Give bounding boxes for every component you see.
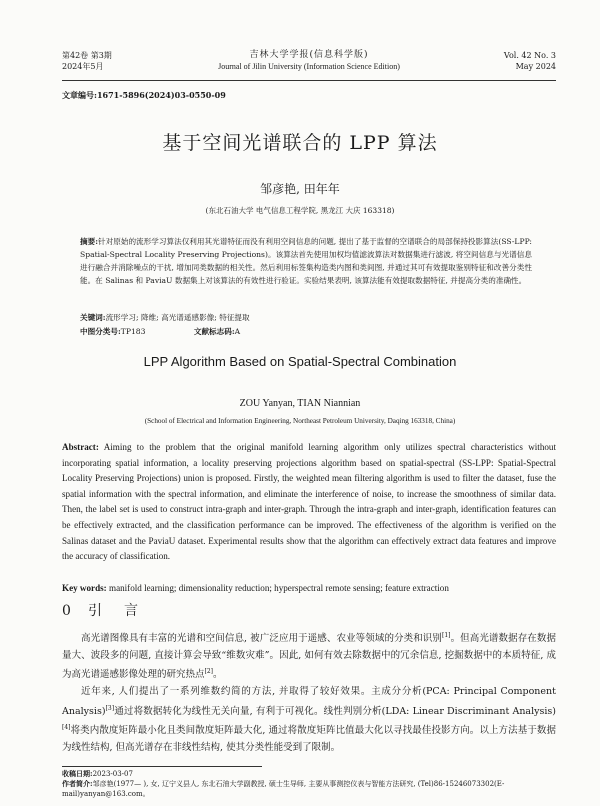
header-rule [62, 80, 556, 81]
clc-label: 中图分类号: [80, 327, 121, 336]
issue-date: 2024年5月 [62, 62, 104, 71]
element-3: 。 [213, 669, 223, 681]
clc-value: TP183 [120, 327, 146, 336]
intro-paragraph-1 [62, 628, 556, 684]
clc-number [80, 327, 145, 336]
abstract-en-text: Aiming to the problem that the original manifold learning algorithm only utilizes spectral characteristics without incorporating spatial information, a locality preserving projections algorithm based on spatial-spectral (SS-LPP: Spatial-Spectral Locality Preserving Projections) union is proposed. Firstly, the weighted mean filtering algorithm is used to filter the dataset, fuse the spatial information with the spectral information, and eliminate the interference of noise, to increase the smoothness of similar data. Then, the label set is used to construct intra-graph and inter-graph. Through the intra-graph and inter-graph, identification features can be effectively extracted, and the classification performance can be improved. The effectiveness of the algorithm is verified on the Salinas dataset and the PaviaU dataset. Experimental results show that the algorithm can effectively extract data features and improve the accuracy of classification. [62, 442, 556, 562]
abstract-en-label: Abstract: [62, 442, 99, 452]
issue-date-en: May 2024 [515, 62, 556, 71]
affiliation-cn: (东北石油大学 电气信息工程学院, 黑龙江 大庆 163318) [205, 206, 395, 215]
abstract-cn [80, 235, 532, 287]
section-heading [62, 600, 160, 620]
received-date-label: 收稿日期: [62, 769, 93, 778]
author-bio-label: 作者简介: [62, 779, 93, 788]
author-bio [62, 779, 556, 799]
element-2: 。但高光谱数据存在数据量大、波段多的问题, 直接计算会导致“维数灾难”。因此, 如何有效去除数据中的冗余信息, 挖掘数据中的本质特征, 成为高光谱遥感影像处理的研究热点 [62, 633, 556, 681]
authors-en: ZOU Yanyan, TIAN Niannian [239, 398, 361, 409]
journal-name-en: Journal of Jilin University (Information Science Edition) [218, 62, 400, 71]
citation: [1] [441, 632, 451, 639]
journal-name [62, 50, 556, 72]
keywords-en [62, 583, 449, 593]
volume-info-en [504, 50, 556, 72]
received-date-value: 2023-03-07 [92, 770, 133, 778]
footnote [62, 769, 556, 799]
citation: [4] [62, 724, 71, 732]
affiliation-en: (School of Electrical and Information Engineering, Northeast Petroleum University, Daqing 163318, China) [144, 417, 456, 425]
article-number [62, 90, 226, 101]
element-6: 将类内散度矩阵最小化且类间散度矩阵最大化, 通过将散度矩阵比值最大化以寻找最佳投影方向。以上方法基于数据为线性结构, 但高光谱存在非线性结构, 使其分类性能受到了限制。 [62, 725, 556, 754]
running-header [62, 50, 556, 80]
element-1: 高光谱图像具有丰富的光谱和空间信息, 被广泛应用于遥感、农业等领域的分类和识别 [81, 633, 442, 645]
introduction-body [62, 628, 556, 757]
received-date [62, 769, 556, 779]
abstract-cn-label: 摘要: [80, 237, 99, 246]
doc-code-value: A [234, 327, 241, 336]
volume-issue-en: Vol. 42 No. 3 [503, 51, 556, 60]
intro-paragraph-2 [62, 684, 556, 757]
journal-name-cn: 吉林大学学报(信息科学版) [249, 50, 369, 60]
author-bio-text: 邹彦艳(1977— ), 女, 辽宁义县人, 东北石油大学副教授, 硕士生导师, 主要从事测控仪表与智能方法研究, (Tel)86-15246073302(E-mail)yanyan@163.com。 [62, 780, 505, 798]
title-en: LPP Algorithm Based on Spatial-Spectral Combination [143, 354, 457, 369]
element-5: 通过将数据转化为线性无关向量, 有利于可视化。线性判别分析(LDA: Linear Discriminant Analysis) [114, 705, 556, 717]
keywords-en-text: manifold learning; dimensionality reduction; hyperspectral remote sensing; feature extraction [109, 583, 449, 593]
element-4: 近年来, 人们提出了一系列维数约简的方法, 并取得了较好效果。主成分分析(PCA: Principal Component Analysis) [62, 686, 556, 717]
volume-issue: 第42卷 第3期 [62, 51, 112, 60]
article-number-label: 文章编号: [62, 90, 97, 100]
section-title: 引言 [88, 603, 160, 619]
authors-cn: 邹彦艳, 田年年 [260, 182, 340, 196]
keywords-cn [80, 312, 250, 323]
abstract-en [62, 440, 556, 565]
keywords-en-label: Key words: [62, 583, 107, 593]
article-number-value: 1671-5896(2024)03-0550-09 [96, 90, 226, 100]
doc-code [194, 327, 240, 336]
doc-code-label: 文献标志码: [193, 327, 235, 336]
abstract-cn-text: 针对原始的流形学习算法仅利用其光谱特征而没有利用空间信息的问题, 提出了基于监督的空谱联合的局部保持投影算法(SS-LPP: Spatial-Spectral Locality Preserving Projections)。该算法首先使用加权均值滤波算法对数据集进行滤波, 将空间信息与光谱信息进行融合并消除噪点的干扰, 增加同类数据的相关性。然后利用标签集构造类内图和类间图, 并通过其可有效提取鉴别特征和改善分类性能。在 Salinas 和 PaviaU 数据集上对该算法的有效性进行验证。实验结果表明, 该算法能有效提取数据特征, 并提高分类的准确性。 [80, 237, 532, 285]
section-number: 0 [62, 603, 71, 619]
classification [80, 326, 240, 337]
title-cn: 基于空间光谱联合的 LPP 算法 [162, 132, 438, 154]
footnote-rule [62, 766, 262, 767]
citation: [2] [204, 668, 214, 676]
keywords-cn-text: 流形学习; 降维; 高光谱遥感影像; 特征提取 [105, 313, 250, 322]
citation: [3] [105, 704, 115, 712]
keywords-cn-label: 关键词: [80, 313, 106, 322]
